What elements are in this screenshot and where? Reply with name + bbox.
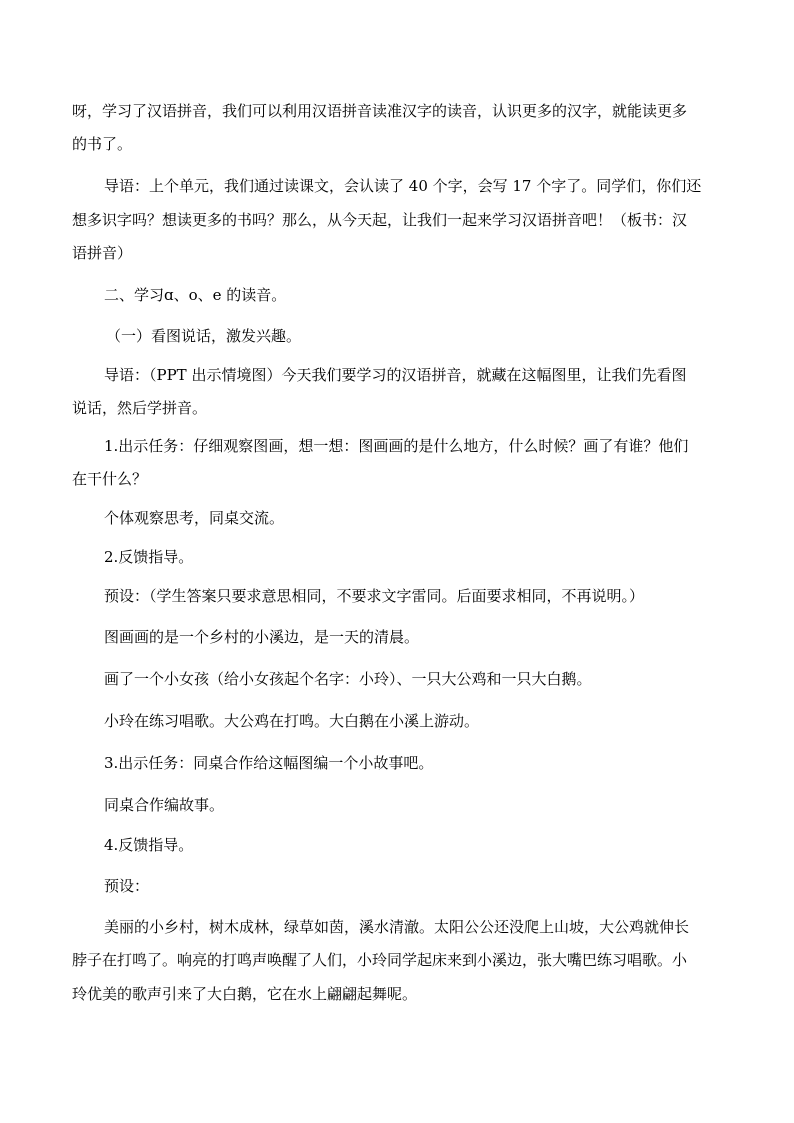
paragraph-line: 预设： bbox=[104, 877, 150, 895]
paragraph-line: 画了一个小女孩（给小女孩起个名字：小玲）、一只大公鸡和一只大白鹅。 bbox=[104, 670, 592, 688]
paragraph-line: 说话，然后学拼音。 bbox=[72, 399, 208, 417]
paragraph-line: 图画画的是一个乡村的小溪边，是一天的清晨。 bbox=[104, 628, 420, 646]
paragraph-line: 脖子在打鸣了。响亮的打鸣声唤醒了人们，小玲同学起床来到小溪边，张大嘴巴练习唱歌。小 bbox=[72, 951, 688, 969]
paragraph-line: 想多识字吗？想读更多的书吗？那么，从今天起，让我们一起来学习汉语拼音吧！（板书：汉 bbox=[72, 211, 688, 229]
section-heading: 二、学习ɑ、o、e 的读音。 bbox=[104, 286, 287, 304]
paragraph-line: 的书了。 bbox=[72, 135, 133, 153]
paragraph-line: 1.出示任务：仔细观察图画，想一想：图画画的是什么地方，什么时候？画了有谁？他们 bbox=[104, 437, 689, 455]
paragraph-line: 语拼音） bbox=[72, 244, 133, 262]
paragraph-line: 4.反馈指导。 bbox=[104, 836, 194, 854]
paragraph-line: 美丽的小乡村，树木成林，绿草如茵，溪水清澈。太阳公公还没爬上山坡，大公鸡就伸长 bbox=[104, 918, 690, 936]
paragraph-line: 导语：（PPT 出示情境图）今天我们要学习的汉语拼音，就藏在这幅图里，让我们先看图 bbox=[104, 366, 687, 384]
paragraph-line: 呀，学习了汉语拼音，我们可以利用汉语拼音读准汉字的读音，认识更多的汉字，就能读更多 bbox=[72, 102, 688, 120]
paragraph-line: 2.反馈指导。 bbox=[104, 548, 194, 566]
paragraph-line: 3.出示任务：同桌合作给这幅图编一个小故事吧。 bbox=[104, 754, 434, 772]
paragraph-line: 玲优美的歌声引来了大白鹅，它在水上翩翩起舞呢。 bbox=[72, 985, 418, 1003]
paragraph-line: 在干什么？ bbox=[72, 470, 148, 488]
paragraph-line: 预设：（学生答案只要求意思相同，不要求文字雷同。后面要求相同，不再说明。） bbox=[104, 587, 645, 605]
paragraph-line: 同桌合作编故事。 bbox=[104, 796, 225, 814]
paragraph-line: 小玲在练习唱歌。大公鸡在打鸣。大白鹅在小溪上游动。 bbox=[104, 712, 480, 730]
subsection-heading: （一）看图说话，激发兴趣。 bbox=[106, 327, 302, 345]
paragraph-line: 导语：上个单元，我们通过读课文，会认读了 40 个字，会写 17 个字了。同学们，你们还 bbox=[104, 177, 702, 195]
paragraph-line: 个体观察思考，同桌交流。 bbox=[104, 509, 285, 527]
